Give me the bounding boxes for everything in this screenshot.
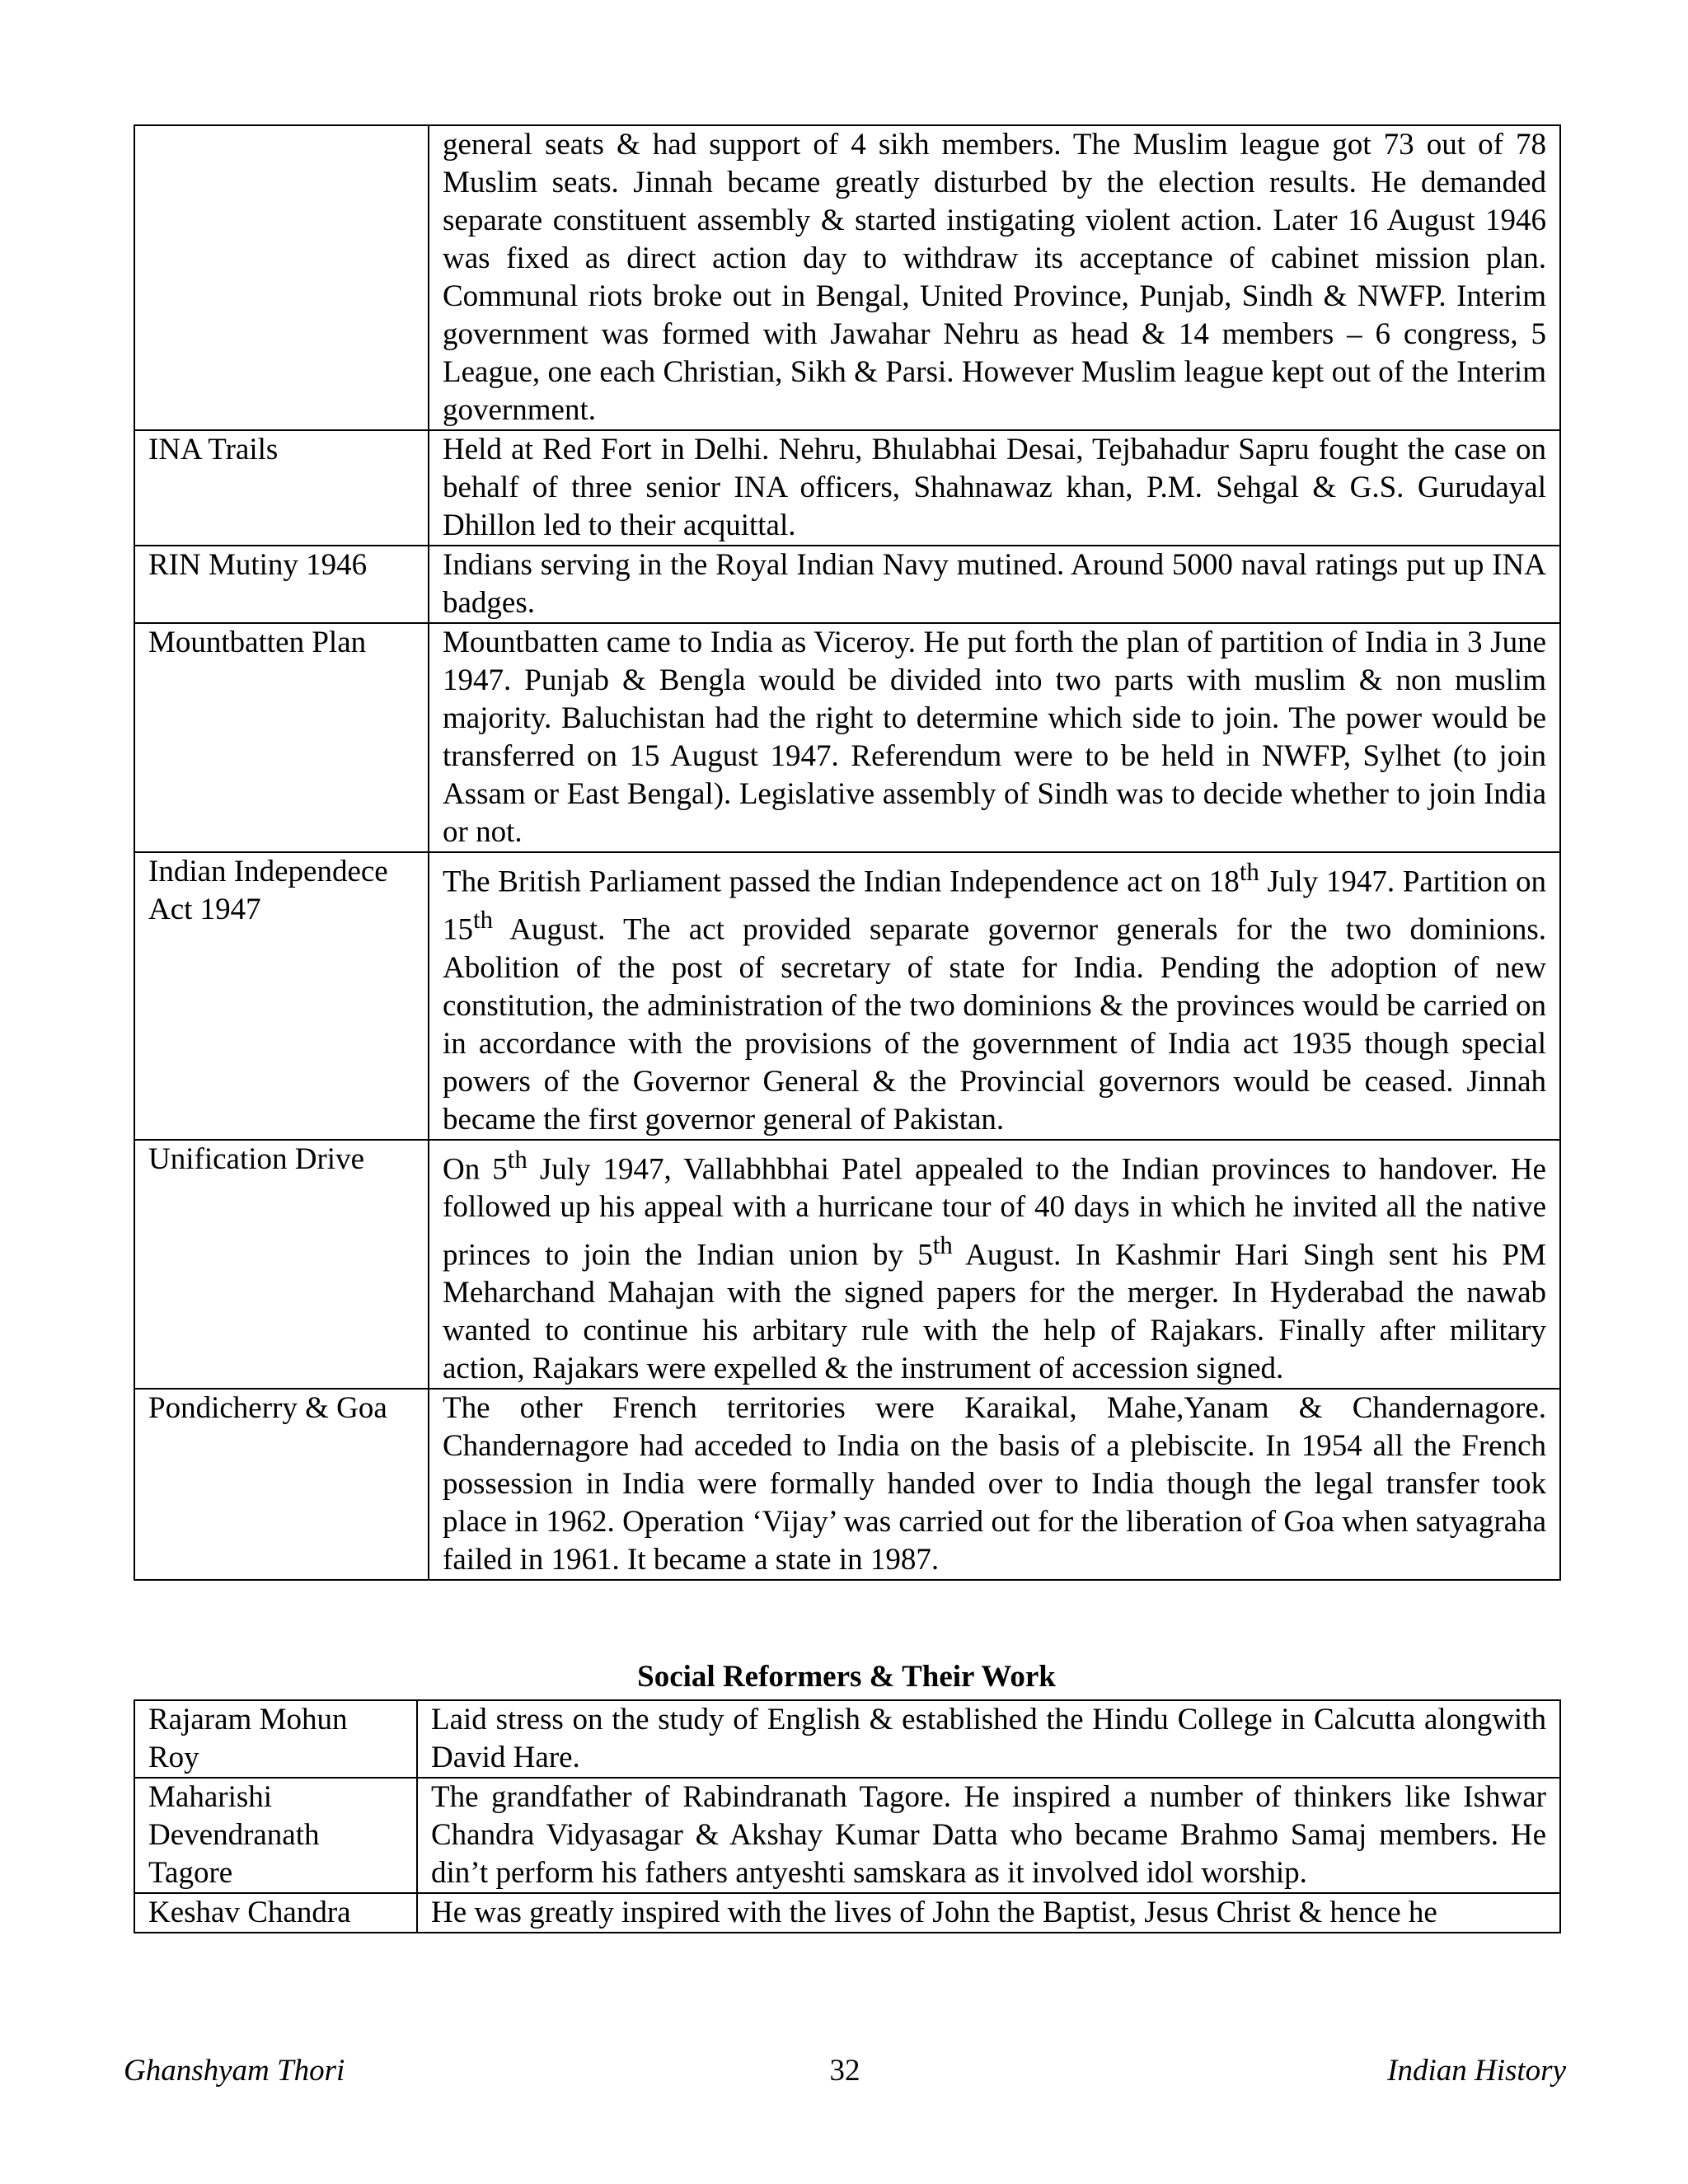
row-label-line: Act 1947 xyxy=(148,893,261,926)
footer-subject: Indian History xyxy=(1387,2054,1566,2088)
row-label xyxy=(134,1700,417,1778)
table-row xyxy=(134,546,1560,623)
row-description: Mountbatten came to India as Viceroy. He put forth the plan of partition of India in 3 June 1947. Punjab & Bengla would be divided into two parts with muslim & non muslim majority. Baluchistan had the right to determine which side to join. The power would be transferred on 15 August 1947. Referendum were to be held in NWFP, Sylhet (to join Assam or East Bengal). Legislative assembly of Sindh was to decide whether to join India or not. xyxy=(429,623,1560,852)
row-label-line: Devendranath xyxy=(148,1818,320,1852)
row-description: He was greatly inspired with the lives of John the Baptist, Jesus Christ & hence he xyxy=(417,1893,1560,1933)
row-label-line: Maharishi xyxy=(148,1780,273,1814)
table-row xyxy=(134,1389,1560,1580)
row-description xyxy=(429,1140,1560,1390)
reformers-table xyxy=(134,1699,1561,1933)
row-label-line: Rajaram Mohun xyxy=(148,1703,348,1736)
row-description: Indians serving in the Royal Indian Navy mutined. Around 5000 naval ratings put up INA badges. xyxy=(429,546,1560,623)
row-label: Pondicherry & Goa xyxy=(134,1389,429,1580)
row-label: Mountbatten Plan xyxy=(134,623,429,852)
row-label xyxy=(134,1778,417,1893)
table-row xyxy=(134,623,1560,852)
table-row xyxy=(134,1700,1560,1778)
text-segment: July 1947, Vallabhbhai Patel appealed to the Indian provinces to handover. He followed up his appeal with a hurricane tour of 40 days in which he invited all the native princes to join the Indian union by 5 xyxy=(443,1151,1546,1272)
table-row xyxy=(134,1893,1560,1933)
page-number: 32 xyxy=(829,2054,860,2088)
row-description: Held at Red Fort in Delhi. Nehru, Bhulabhai Desai, Tejbahadur Sapru fought the case on behalf of three senior INA officers, Shahnawaz khan, P.M. Sehgal & G.S. Gurudayal Dhillon led to their acquittal. xyxy=(429,430,1560,546)
row-label xyxy=(134,125,429,430)
superscript: th xyxy=(932,1230,953,1259)
section-heading: Social Reformers & Their Work xyxy=(637,1660,1056,1694)
text-segment: The British Parliament passed the Indian Independence act on 18 xyxy=(443,865,1240,899)
table-row xyxy=(134,1778,1560,1893)
text-segment: August. The act provided separate governor generals for the two dominions. Abolition of the post of secretary of state for India. Pending the adoption of new constitution, the administration of the two dominions & the provinces would be carried on in accordance with the provisions of the government of India act 1935 though special powers of the Governor General & the Provincial governors would be ceased. Jinnah became the first governor general of Pakistan. xyxy=(443,912,1546,1137)
row-label: Keshav Chandra xyxy=(134,1893,417,1933)
superscript: th xyxy=(1239,858,1259,886)
text-segment: On 5 xyxy=(443,1151,508,1186)
row-label-line: Roy xyxy=(148,1741,199,1774)
superscript: th xyxy=(507,1145,528,1174)
row-description: general seats & had support of 4 sikh members. The Muslim league got 73 out of 78 Muslim seats. Jinnah became greatly disturbed by the election results. He demanded separate constituent assembly & started instigating violent action. Later 16 August 1946 was fixed as direct action day to withdraw its acceptance of cabinet mission plan. Communal riots broke out in Bengal, United Province, Punjab, Sindh & NWFP. Interim government was formed with Jawahar Nehru as head & 14 members – 6 congress, 5 League, one each Christian, Sikh & Parsi. However Muslim league kept out of the Interim government. xyxy=(429,125,1560,430)
row-label: INA Trails xyxy=(134,430,429,546)
row-description: Laid stress on the study of English & established the Hindu College in Calcutta alongwith David Hare. xyxy=(417,1700,1560,1778)
superscript: th xyxy=(473,906,493,935)
table-row xyxy=(134,430,1560,546)
text-segment: July 1947. Partition on 15 xyxy=(443,865,1546,947)
row-label xyxy=(134,852,429,1140)
row-description xyxy=(429,852,1560,1140)
row-label: RIN Mutiny 1946 xyxy=(134,546,429,623)
footer-author: Ghanshyam Thori xyxy=(124,2054,345,2088)
row-description: The other French territories were Karaikal, Mahe,Yanam & Chandernagore. Chandernagore had acceded to India on the basis of a plebiscite. In 1954 all the French possession in India were formally handed over to India though the legal transfer took place in 1962. Operation ‘Vijay’ was carried out for the liberation of Goa when satyagraha failed in 1961. It became a state in 1987. xyxy=(429,1389,1560,1580)
row-label-line: Indian Independece xyxy=(148,855,388,888)
events-table xyxy=(134,124,1561,1581)
text-segment: August. In Kashmir Hari Singh sent his PM Meharchand Mahajan with the signed papers for the merger. In Hyderabad the nawab wanted to continue his arbitary rule with the help of Rajakars. Finally after military action, Rajakars were expelled & the instrument of accession signed. xyxy=(443,1238,1546,1386)
row-label: Unification Drive xyxy=(134,1140,429,1390)
table-row xyxy=(134,852,1560,1140)
row-label-line: Tagore xyxy=(148,1856,233,1890)
table-row xyxy=(134,125,1560,430)
table-row xyxy=(134,1140,1560,1390)
row-description: The grandfather of Rabindranath Tagore. He inspired a number of thinkers like Ishwar Chandra Vidyasagar & Akshay Kumar Datta who became Brahmo Samaj members. He din’t perform his fathers antyeshti samskara as it involved idol worship. xyxy=(417,1778,1560,1893)
